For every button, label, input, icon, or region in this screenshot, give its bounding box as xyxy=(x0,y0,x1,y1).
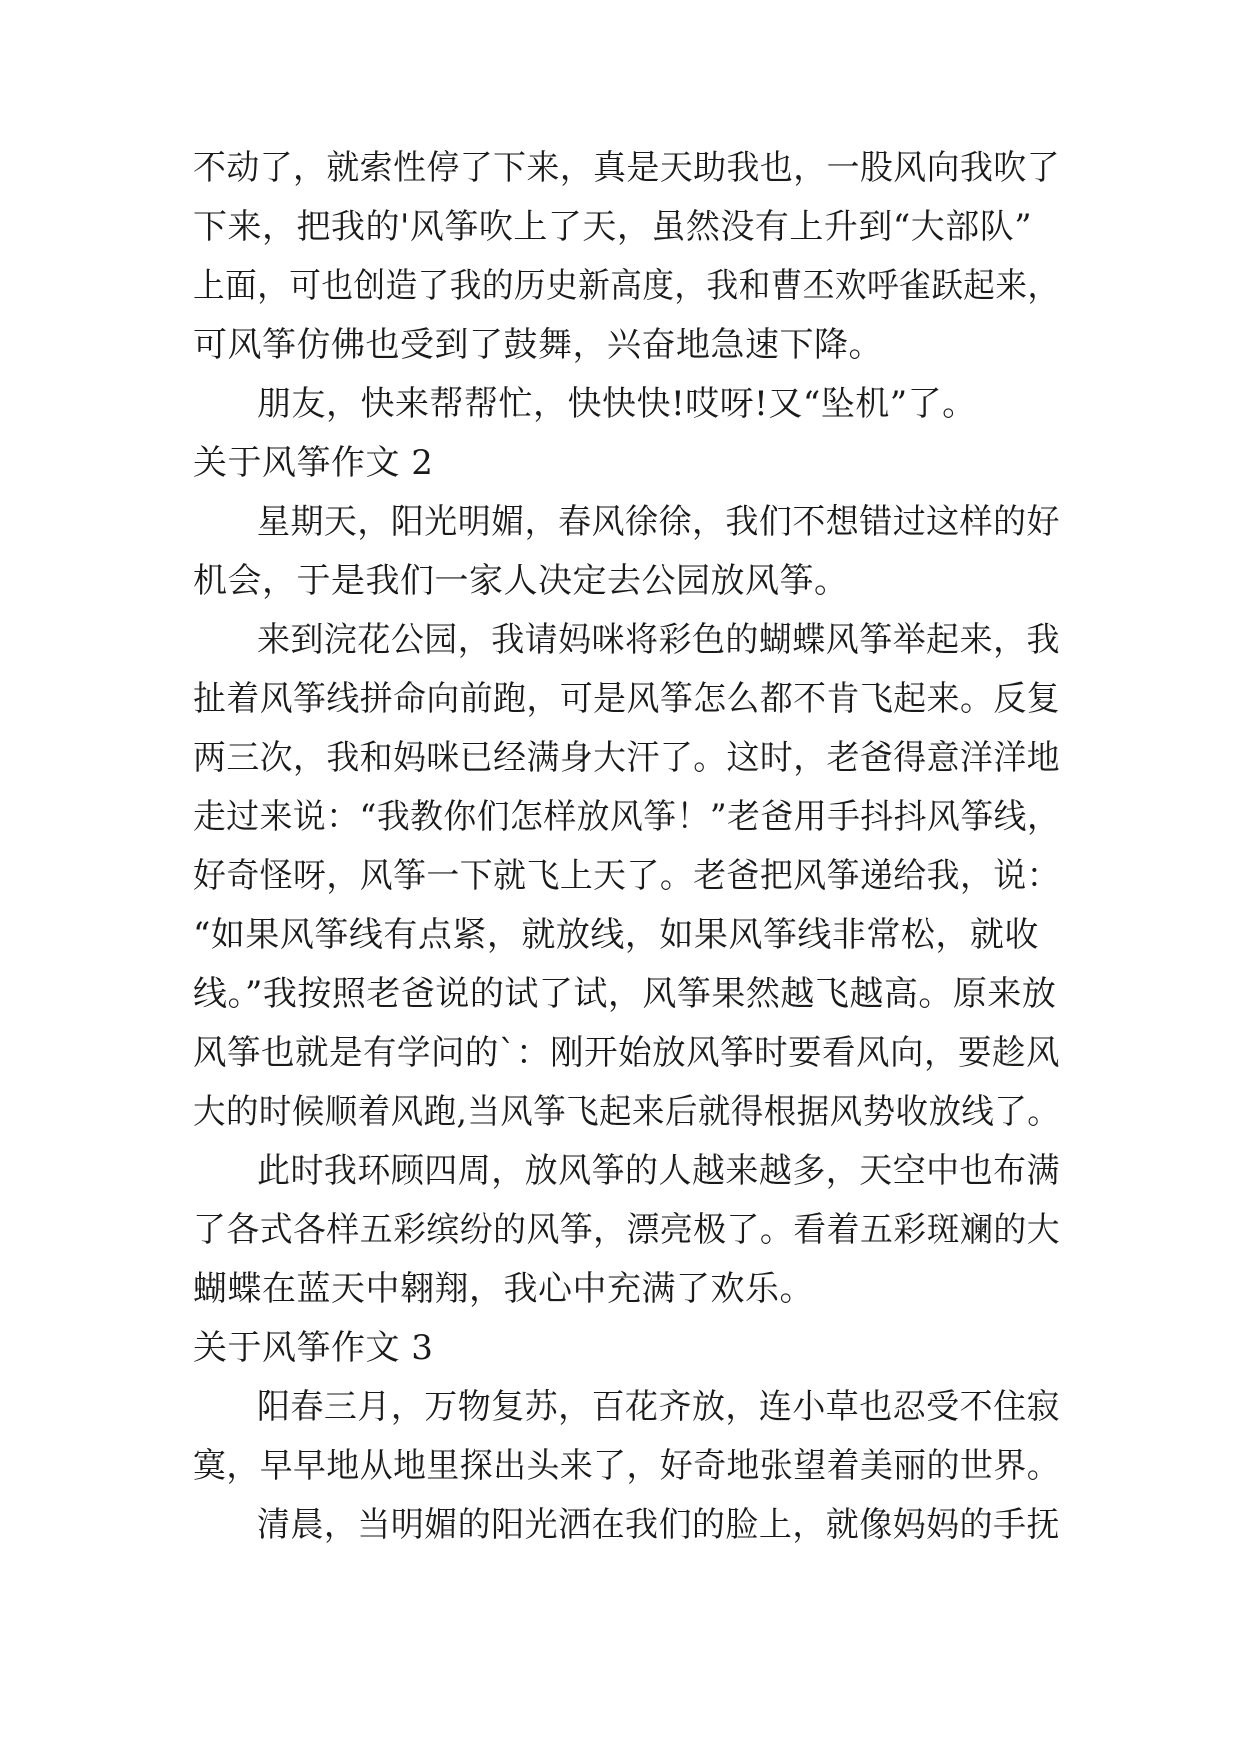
text-line: 大的时候顺着风跑,当风筝飞起来后就得根据风势收放线了。 xyxy=(193,1092,1061,1132)
paragraph-first-line: 朋友，快来帮帮忙，快快快!哎呀!又“坠机”了。 xyxy=(257,384,977,424)
paragraph-first-line: 阳春三月，万物复苏，百花齐放，连小草也忍受不住寂 xyxy=(257,1387,1060,1427)
text-line: 可风筝仿佛也受到了鼓舞，兴奋地急速下降。 xyxy=(193,325,883,365)
text-line: 两三次，我和妈咪已经满身大汗了。这时，老爸得意洋洋地 xyxy=(193,738,1061,778)
paragraph-first-line: 清晨，当明媚的阳光洒在我们的脸上，就像妈妈的手抚 xyxy=(257,1505,1060,1545)
text-line: 好奇怪呀，风筝一下就飞上天了。老爸把风筝递给我，说： xyxy=(193,856,1061,896)
paragraph-first-line: 来到浣花公园，我请妈咪将彩色的蝴蝶风筝举起来，我 xyxy=(257,620,1060,660)
text-line: 寞，早早地从地里探出头来了，好奇地张望着美丽的世界。 xyxy=(193,1446,1061,1486)
text-line: 线。”我按照老爸说的试了试，风筝果然越飞越高。原来放 xyxy=(193,974,1057,1014)
text-line: 走过来说：“我教你们怎样放风筝！”老爸用手抖抖风筝线， xyxy=(193,797,1061,837)
text-line: 风筝也就是有学问的`：刚开始放风筝时要看风向，要趁风 xyxy=(193,1033,1060,1073)
text-line: 扯着风筝线拼命向前跑，可是风筝怎么都不肯飞起来。反复 xyxy=(193,679,1061,719)
paragraph-first-line: 此时我环顾四周，放风筝的人越来越多，天空中也布满 xyxy=(257,1151,1060,1191)
text-line: “如果风筝线有点紧，就放线，如果风筝线非常松，就收 xyxy=(193,915,1039,955)
text-line: 机会，于是我们一家人决定去公园放风筝。 xyxy=(193,561,849,601)
section-heading: 关于风筝作文 3 xyxy=(193,1328,434,1368)
text-line: 蝴蝶在蓝天中翱翔，我心中充满了欢乐。 xyxy=(193,1269,814,1309)
text-line: 上面，可也创造了我的历史新高度，我和曹丕欢呼雀跃起来， xyxy=(193,266,1060,306)
paragraph-first-line: 星期天，阳光明媚，春风徐徐，我们不想错过这样的好 xyxy=(257,502,1060,542)
text-line: 下来，把我的'风筝吹上了天，虽然没有上升到“大部队” xyxy=(193,207,1033,247)
text-line: 了各式各样五彩缤纷的风筝，漂亮极了。看着五彩斑斓的大 xyxy=(193,1210,1061,1250)
text-line: 不动了，就索性停了下来，真是天助我也，一股风向我吹了 xyxy=(193,148,1061,188)
section-heading: 关于风筝作文 2 xyxy=(193,443,434,483)
